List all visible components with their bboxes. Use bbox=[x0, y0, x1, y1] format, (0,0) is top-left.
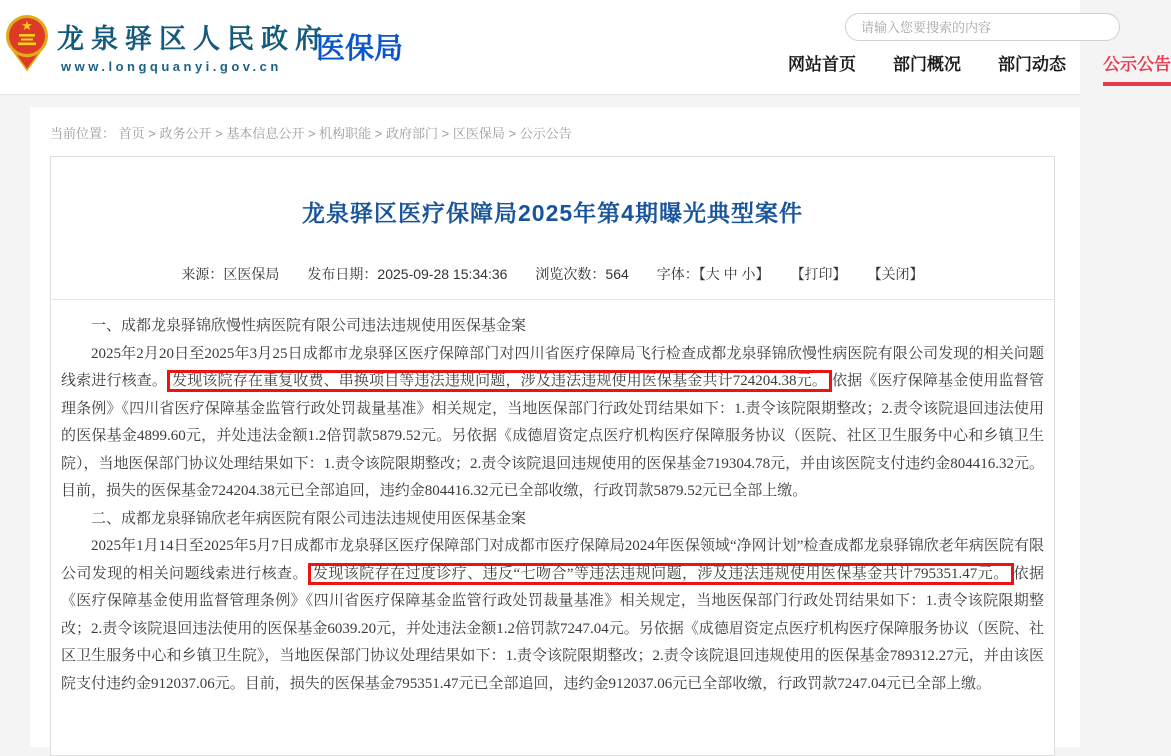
highlighted-violation-text: 发现该院存在重复收费、串换项目等违法违规问题，涉及违法违规使用医保基金共计724204.38元。 bbox=[167, 370, 832, 392]
content-panel bbox=[30, 107, 1080, 747]
main-nav bbox=[788, 50, 1171, 86]
print-button[interactable] bbox=[798, 266, 847, 282]
article-meta bbox=[51, 264, 1054, 300]
article-box bbox=[50, 156, 1055, 756]
site-header bbox=[0, 0, 1171, 95]
publish-date-value: 2025-09-28 15:34:36 bbox=[377, 266, 508, 282]
breadcrumb-separator: > bbox=[304, 126, 320, 141]
source-label: 来源： bbox=[181, 266, 224, 282]
breadcrumb-item[interactable]: 基本信息公开 bbox=[226, 126, 305, 141]
section-heading: 一、成都龙泉驿锦欣慢性病医院有限公司违法违规使用医保基金案 bbox=[91, 318, 527, 334]
font-size-control[interactable] bbox=[657, 266, 770, 282]
breadcrumb-separator: > bbox=[211, 126, 227, 141]
publish-date bbox=[307, 266, 507, 282]
breadcrumb-item[interactable]: 政务公开 bbox=[159, 126, 212, 141]
section-heading: 二、成都龙泉驿锦欣老年病医院有限公司违法违规使用医保基金案 bbox=[91, 510, 527, 527]
dept-name: 医保局 bbox=[316, 33, 404, 65]
body-text: 2025年2月20日至2025年3月25日成都市龙泉驿区医疗保障部门对四川省医疗保障局飞行检查成都龙泉驿锦欣慢性病医院有限公司发现的相关问题线索进行核查。 bbox=[61, 345, 1044, 389]
site-url: www.longquanyi.gov.cn bbox=[61, 59, 282, 74]
body-paragraph bbox=[61, 341, 1044, 506]
nav-item-active[interactable]: 公示公告 bbox=[1103, 50, 1171, 86]
breadcrumb-separator: > bbox=[438, 126, 453, 141]
body-text: 2025年1月14日至2025年5月7日成都市龙泉驿区医疗保障部门对成都市医疗保障局2024年医保领域“净网计划”检查成都龙泉驿锦欣老年病医院有限公司发现的相关问题线索进行核查。 bbox=[61, 538, 1044, 582]
breadcrumb-items bbox=[119, 126, 572, 141]
article-title: 龙泉驿区医疗保障局2025年第4期曝光典型案件 bbox=[302, 200, 803, 226]
svg-text:★: ★ bbox=[21, 18, 33, 33]
nav-item-link[interactable]: 网站首页 bbox=[788, 55, 856, 74]
close-button-value[interactable]: 【关闭】 bbox=[874, 266, 924, 282]
highlighted-violation-text: 发现该院存在过度诊疗、违反“七吻合”等违法违规问题，涉及违法违规使用医保基金共计795351.47元。 bbox=[308, 563, 1014, 585]
source-value: 区医保局 bbox=[223, 266, 280, 282]
breadcrumb-item[interactable]: 机构职能 bbox=[319, 126, 372, 141]
breadcrumb-item[interactable]: 政府部门 bbox=[386, 126, 439, 141]
view-count bbox=[535, 266, 628, 282]
source bbox=[181, 266, 279, 282]
view-count-value: 564 bbox=[605, 266, 629, 282]
breadcrumb-item[interactable]: 首页 bbox=[118, 126, 145, 141]
search-input[interactable] bbox=[845, 13, 1120, 41]
breadcrumb-separator: > bbox=[371, 126, 387, 141]
breadcrumb-separator: > bbox=[504, 126, 520, 141]
print-button-value[interactable]: 【打印】 bbox=[797, 266, 847, 282]
national-emblem-icon bbox=[5, 13, 49, 71]
body-paragraph bbox=[61, 533, 1044, 698]
breadcrumb bbox=[30, 107, 1080, 142]
breadcrumb-item[interactable]: 区医保局 bbox=[452, 126, 505, 141]
view-count-label: 浏览次数： bbox=[535, 266, 606, 282]
font-size-control-label: 字体： bbox=[656, 266, 699, 282]
article-body bbox=[61, 313, 1044, 698]
search-box bbox=[845, 13, 1120, 41]
nav-item-link[interactable]: 部门概况 bbox=[893, 55, 961, 74]
publish-date-label: 发布日期： bbox=[307, 266, 378, 282]
font-size-control-value[interactable]: 【大 中 小】 bbox=[698, 266, 770, 282]
close-button[interactable] bbox=[875, 266, 924, 282]
body-text: 依据《医疗保障基金使用监督管理条例》《四川省医疗保障基金监管行政处罚裁量基准》相关规定，当地医保部门行政处罚结果如下：1.责令该院限期整改；2.责令该院退回违法使用的医保基金6039.20元，并处违法金额1.2倍罚款7247.04元。另依据《成德眉资定点医疗机构医疗保障服务协议（医院、社区卫生服务中心和乡镇卫生院》，当地医保部门协议处理结果如下：1.责令该院限期整改；2.责令该院退回违规使用的医保基金789312.27元，并由该医院支付违约金912037.06元。目前，损失的医保基金795351.47元已全部追回，违约金912037.06元已全部收缴，行政罚款7247.04元已全部上缴。 bbox=[61, 565, 1044, 692]
body-text: 依据《医疗保障基金使用监督管理条例》《四川省医疗保障基金监管行政处罚裁量基准》相关规定，当地医保部门行政处罚结果如下：1.责令该院限期整改；2.责令该院退回违法使用的医保基金4899.60元，并处违法金额1.2倍罚款5879.52元。另依据《成德眉资定点医疗机构医疗保障服务协议（医院、社区卫生服务中心和乡镇卫生院），当地医保部门协议处理结果如下：1.责令该院限期整改；2.责令该院退回违规使用的医保基金719304.78元，并由该医院支付违约金804416.32元。目前，损失的医保基金724204.38元已全部追回，违约金804416.32元已全部收缴，行政罚款5879.52元已全部上缴。 bbox=[61, 373, 1044, 499]
breadcrumb-label: 当前位置： bbox=[50, 126, 116, 141]
breadcrumb-item[interactable]: 公示公告 bbox=[519, 126, 572, 141]
nav-item-link[interactable]: 部门动态 bbox=[998, 55, 1066, 74]
breadcrumb-separator: > bbox=[144, 126, 160, 141]
site-name: 龙泉驿区人民政府 bbox=[57, 24, 329, 54]
